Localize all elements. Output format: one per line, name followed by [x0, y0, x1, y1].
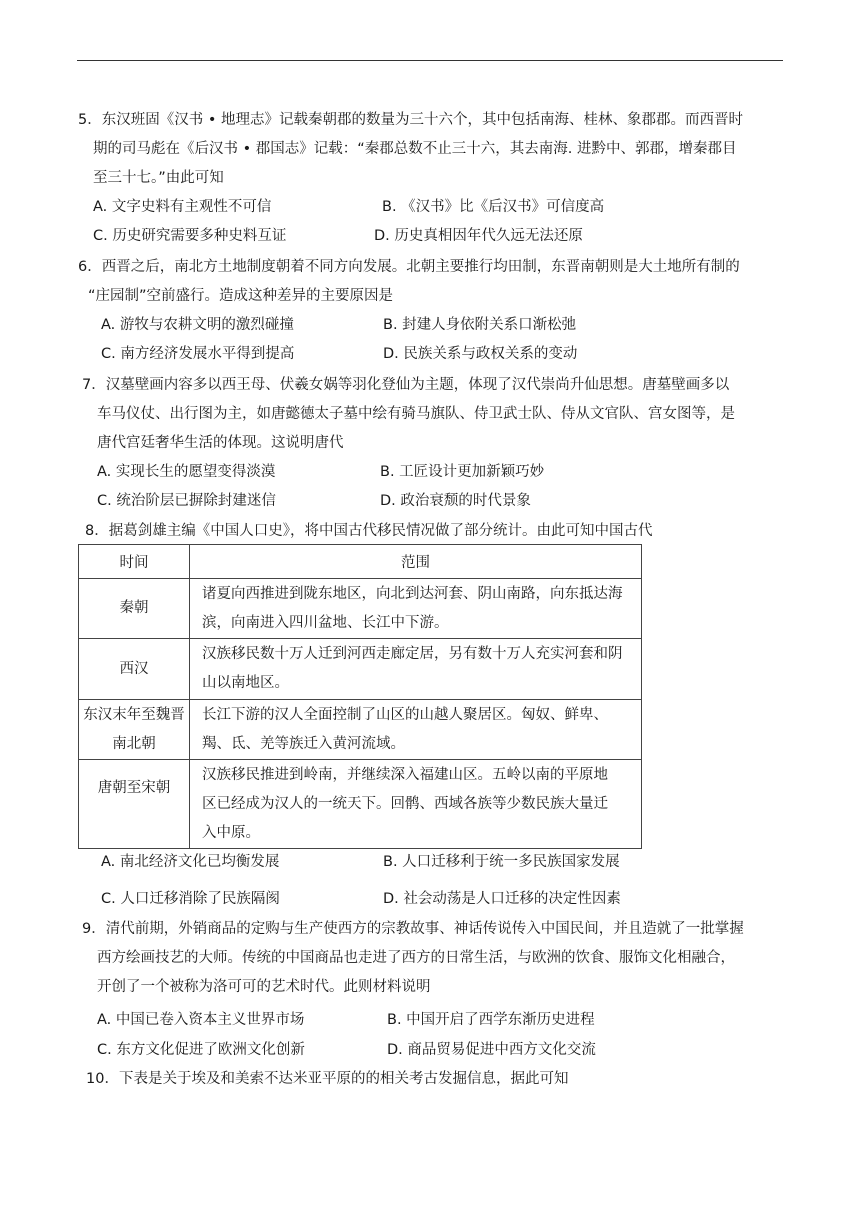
q7-stem-line2: 车马仪仗、出行图为主，如唐懿德太子墓中绘有骑马旗队、侍卫武士队、侍从文官队、宫女图等，是 — [97, 406, 735, 422]
q5-option-b[interactable]: B. 《汉书》比《后汉书》可信度高 — [382, 199, 605, 215]
q5-stem-line2: 期的司马彪在《后汉书 • 郡国志》记载：“秦郡总数不止三十六，其去南海. 进黔中、郭郡，增秦郡目 — [93, 141, 737, 157]
q10-stem-line1: 10．下表是关于埃及和美索不达米亚平原的的相关考古发掘信息，据此可知 — [86, 1071, 569, 1087]
table-cell-scope — [190, 760, 642, 849]
scope-line: 区已经成为汉人的一统天下。回鹘、西域各族等少数民族大量迁 — [202, 796, 608, 812]
q5-stem-line1: 5．东汉班固《汉书 • 地理志》记载秦朝郡的数量为三十六个，其中包括南海、桂林、象郡郡。而西晋时 — [78, 112, 743, 128]
q9-option-b[interactable]: B. 中国开启了西学东渐历史进程 — [387, 1012, 595, 1028]
table-cell-scope — [190, 639, 642, 700]
q9-option-a[interactable]: A. 中国已卷入资本主义世界市场 — [97, 1012, 305, 1028]
table-row — [79, 639, 642, 700]
table-cell-period: 秦朝 — [79, 579, 190, 639]
q9-stem-line2: 西方绘画技艺的大师。传统的中国商品也走进了西方的日常生活，与欧洲的饮食、服饰文化相融合， — [97, 950, 735, 966]
q7-option-a[interactable]: A. 实现长生的愿望变得淡漠 — [97, 464, 276, 480]
scope-line: 山以南地区。 — [202, 675, 289, 691]
q5-option-a[interactable]: A. 文字史料有主观性不可信 — [93, 199, 272, 215]
header-rule — [77, 60, 783, 61]
scope-line: 汉族移民数十万人迁到河西走廊定居，另有数十万人充实河套和阴 — [202, 646, 623, 662]
q6-option-c[interactable]: C. 南方经济发展水平得到提高 — [101, 346, 295, 362]
q8-option-b[interactable]: B. 人口迁移利于统一多民族国家发展 — [383, 854, 620, 870]
migration-table — [78, 544, 642, 849]
q6-stem-line1: 6．西晋之后，南北方土地制度朝着不同方向发展。北朝主要推行均田制，东晋南朝则是大土地所有制的 — [78, 259, 740, 275]
q7-stem-line1: 7．汉墓壁画内容多以西王母、伏羲女娲等羽化登仙为主题，体现了汉代崇尚升仙思想。唐墓壁画多以 — [82, 377, 730, 393]
q6-option-a[interactable]: A. 游牧与农耕文明的激烈碰撞 — [101, 317, 294, 333]
q6-option-b[interactable]: B. 封建人身依附关系口渐松弛 — [383, 317, 577, 333]
q9-option-d[interactable]: D. 商品贸易促进中西方文化交流 — [387, 1042, 596, 1058]
scope-line: 长江下游的汉人全面控制了山区的山越人聚居区。匈奴、鲜卑、 — [202, 707, 608, 723]
q8-option-c[interactable]: C. 人口迁移消除了民族隔阂 — [101, 891, 280, 907]
q5-option-d[interactable]: D. 历史真相因年代久远无法还原 — [374, 228, 583, 244]
q6-stem-line2: “庄园制”空前盛行。造成这种差异的主要原因是 — [88, 288, 394, 304]
table-cell-period: 唐朝至宋朝 — [79, 760, 190, 849]
table-row — [79, 579, 642, 639]
q5-stem-line3: 至三十七。”由此可知 — [93, 170, 224, 186]
q5-option-c[interactable]: C. 历史研究需要多种史料互证 — [93, 228, 287, 244]
scope-line: 汉族移民推进到岭南，并继续深入福建山区。五岭以南的平原地 — [202, 767, 608, 783]
q7-option-d[interactable]: D. 政治衰颓的时代景象 — [380, 493, 531, 509]
q9-option-c[interactable]: C. 东方文化促进了欧洲文化创新 — [97, 1042, 305, 1058]
q7-stem-line3: 唐代宫廷奢华生活的体现。这说明唐代 — [97, 435, 344, 451]
table-cell-period: 东汉末年至魏晋南北朝 — [79, 700, 190, 760]
q9-stem-line1: 9．清代前期，外销商品的定购与生产使西方的宗教故事、神话传说传入中国民间，并且造就了一批掌握 — [82, 921, 744, 937]
scope-line: 滨，向南进入四川盆地、长江中下游。 — [202, 615, 449, 631]
table-cell-period: 西汉 — [79, 639, 190, 700]
q8-option-a[interactable]: A. 南北经济文化已均衡发展 — [101, 854, 280, 870]
scope-line: 诸夏向西推进到陇东地区，向北到达河套、阴山南路，向东抵达海 — [202, 586, 623, 602]
table-header-period: 时间 — [79, 545, 190, 579]
q7-option-c[interactable]: C. 统治阶层已摒除封建迷信 — [97, 493, 276, 509]
scope-line: 羯、氐、羌等族迁入黄河流域。 — [202, 736, 405, 752]
q6-option-d[interactable]: D. 民族关系与政权关系的变动 — [383, 346, 578, 362]
q9-stem-line3: 开创了一个被称为洛可可的艺术时代。此则材料说明 — [97, 979, 431, 995]
table-header-scope: 范围 — [190, 545, 642, 579]
table-row — [79, 760, 642, 849]
table-cell-scope — [190, 579, 642, 639]
table-cell-scope — [190, 700, 642, 760]
q7-option-b[interactable]: B. 工匠设计更加新颖巧妙 — [380, 464, 545, 480]
scope-line: 入中原。 — [202, 825, 260, 841]
q8-stem-line1: 8．据葛剑雄主编《中国人口史》，将中国古代移民情况做了部分统计。由此可知中国古代 — [85, 523, 653, 539]
q8-option-d[interactable]: D. 社会动荡是人口迁移的决定性因素 — [383, 891, 621, 907]
table-row — [79, 700, 642, 760]
table-header-row — [79, 545, 642, 579]
